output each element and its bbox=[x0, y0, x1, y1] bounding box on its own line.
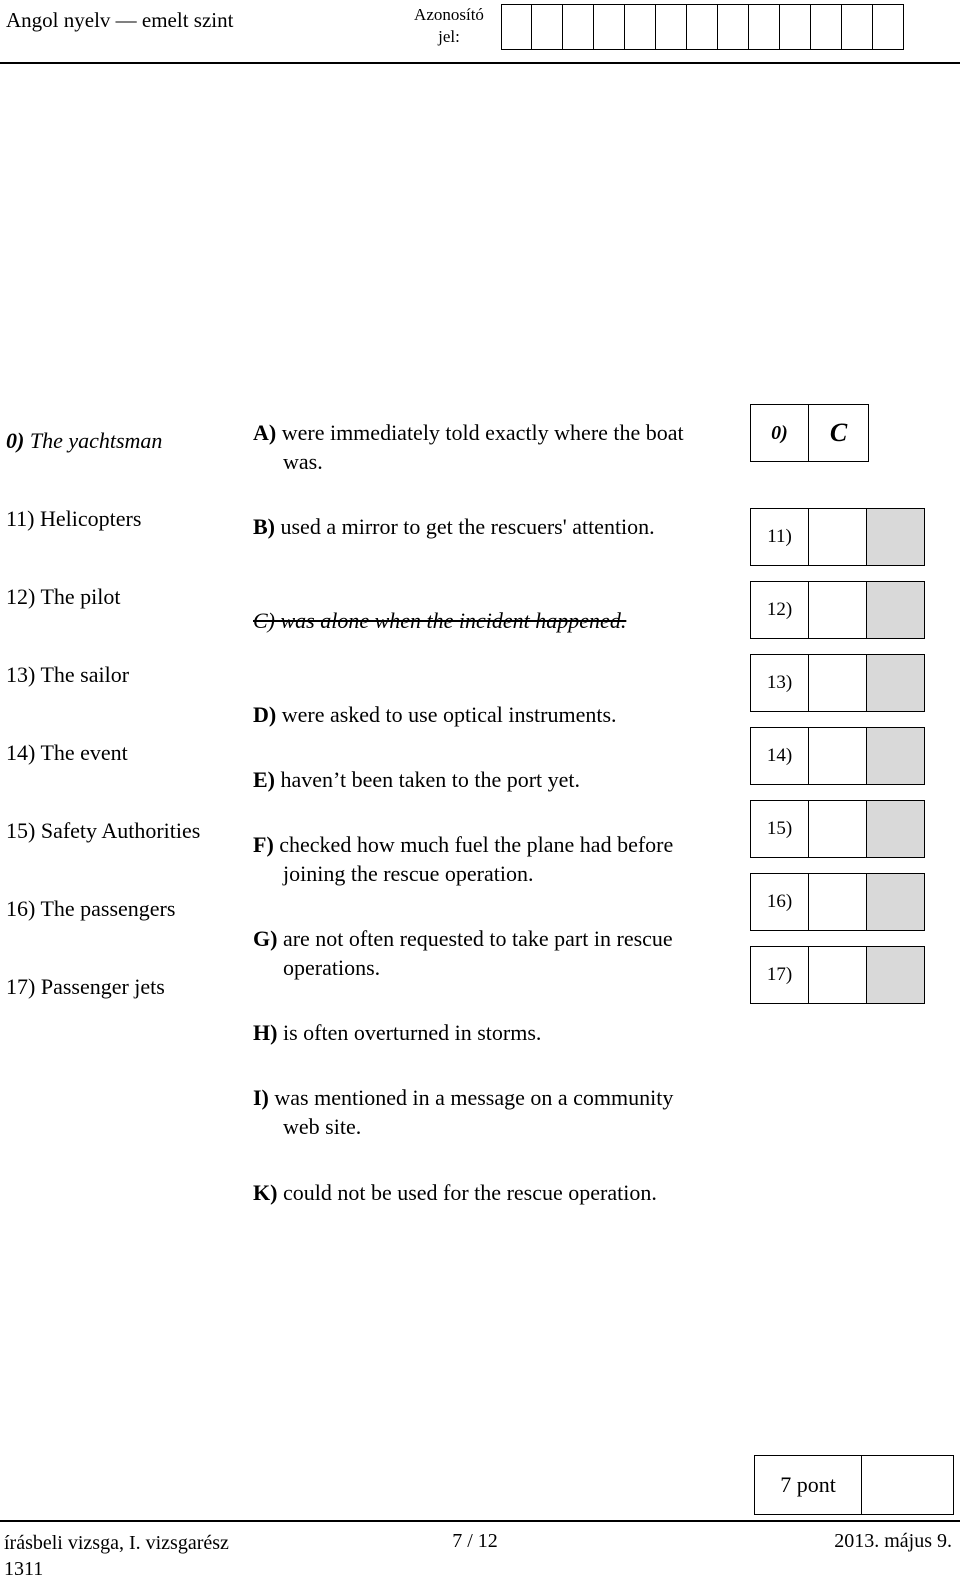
answer-box[interactable] bbox=[809, 508, 867, 566]
answer-example-num: 0) bbox=[750, 404, 809, 462]
option-g bbox=[253, 924, 693, 982]
option-text: were asked to use optical instruments. bbox=[281, 702, 617, 727]
subject-num: 16) bbox=[6, 896, 36, 921]
subject-num: 15) bbox=[6, 818, 36, 843]
option-letter: D) bbox=[253, 702, 277, 727]
option-text: checked how much fuel the plane had before joining the rescue operation. bbox=[279, 832, 674, 886]
subject-text: Helicopters bbox=[40, 506, 142, 531]
option-text: was alone when the incident happened. bbox=[280, 608, 627, 633]
subject-text: Passenger jets bbox=[40, 974, 165, 999]
option-letter: C) bbox=[253, 608, 275, 633]
option-i bbox=[253, 1083, 693, 1141]
option-d bbox=[253, 700, 693, 729]
id-digit-box[interactable] bbox=[873, 4, 904, 50]
subject-num: 11) bbox=[6, 506, 35, 531]
answer-num: 16) bbox=[750, 873, 809, 931]
points-score-cell[interactable] bbox=[862, 1455, 954, 1515]
option-letter: G) bbox=[253, 926, 278, 951]
subject-15 bbox=[6, 818, 200, 844]
answer-num: 12) bbox=[750, 581, 809, 639]
subject-text: The event bbox=[40, 740, 128, 765]
answer-box[interactable] bbox=[809, 581, 867, 639]
answer-box[interactable] bbox=[809, 946, 867, 1004]
subject-17 bbox=[6, 974, 165, 1000]
option-letter: F) bbox=[253, 832, 274, 857]
points-label: 7 pont bbox=[754, 1455, 862, 1515]
option-k bbox=[253, 1178, 693, 1207]
footer-exam-part: írásbeli vizsga, I. vizsgarész bbox=[4, 1532, 229, 1554]
id-digit-box[interactable] bbox=[842, 4, 873, 50]
answer-example-value: C bbox=[809, 404, 869, 462]
option-text: were immediately told exactly where the boat was. bbox=[281, 420, 684, 474]
score-box bbox=[867, 581, 925, 639]
id-label-line1: Azonosító bbox=[414, 5, 484, 24]
option-text: was mentioned in a message on a community web site. bbox=[274, 1085, 674, 1139]
option-b bbox=[253, 512, 693, 541]
answer-box[interactable] bbox=[809, 873, 867, 931]
id-digit-box[interactable] bbox=[687, 4, 718, 50]
option-a bbox=[253, 418, 693, 476]
answer-box[interactable] bbox=[809, 727, 867, 785]
score-box bbox=[867, 946, 925, 1004]
option-text: is often overturned in storms. bbox=[282, 1020, 542, 1045]
answer-row-11 bbox=[750, 508, 925, 566]
score-box bbox=[867, 727, 925, 785]
id-digit-box[interactable] bbox=[718, 4, 749, 50]
option-h bbox=[253, 1018, 693, 1047]
id-digit-box[interactable] bbox=[780, 4, 811, 50]
option-letter: B) bbox=[253, 514, 275, 539]
answer-row-17 bbox=[750, 946, 925, 1004]
footer-exam-info bbox=[4, 1530, 229, 1582]
score-box bbox=[867, 800, 925, 858]
id-digit-box[interactable] bbox=[625, 4, 656, 50]
answer-example-row bbox=[750, 404, 869, 462]
id-digit-box[interactable] bbox=[501, 4, 532, 50]
answer-box[interactable] bbox=[809, 654, 867, 712]
score-box bbox=[867, 873, 925, 931]
subject-num: 13) bbox=[6, 662, 36, 687]
subject-num: 0) bbox=[6, 428, 25, 453]
option-e bbox=[253, 765, 693, 794]
answer-row-16 bbox=[750, 873, 925, 931]
answer-row-14 bbox=[750, 727, 925, 785]
footer-date: 2013. május 9. bbox=[834, 1530, 952, 1552]
header-title: Angol nyelv — emelt szint bbox=[6, 8, 234, 32]
subject-14 bbox=[6, 740, 128, 766]
id-digit-box[interactable] bbox=[749, 4, 780, 50]
option-letter: K) bbox=[253, 1180, 278, 1205]
option-text: used a mirror to get the rescuers' attention. bbox=[280, 514, 655, 539]
option-letter: A) bbox=[253, 420, 277, 445]
option-c-example bbox=[253, 606, 693, 635]
score-box bbox=[867, 508, 925, 566]
answer-row-13 bbox=[750, 654, 925, 712]
subject-num: 12) bbox=[6, 584, 36, 609]
subject-text: The yachtsman bbox=[29, 428, 163, 453]
answer-num: 13) bbox=[750, 654, 809, 712]
option-text: haven’t been taken to the port yet. bbox=[280, 767, 581, 792]
option-letter: E) bbox=[253, 767, 275, 792]
option-letter: H) bbox=[253, 1020, 278, 1045]
footer-rule bbox=[0, 1520, 960, 1522]
id-digit-box[interactable] bbox=[656, 4, 687, 50]
subject-16 bbox=[6, 896, 175, 922]
points-box bbox=[754, 1455, 954, 1515]
id-label-line2: jel: bbox=[438, 27, 460, 46]
footer-page-number: 7 / 12 bbox=[452, 1530, 498, 1552]
score-box bbox=[867, 654, 925, 712]
answer-num: 15) bbox=[750, 800, 809, 858]
subject-num: 14) bbox=[6, 740, 36, 765]
subject-example bbox=[6, 428, 162, 454]
footer-exam-code: 1311 bbox=[4, 1558, 44, 1580]
subject-text: The sailor bbox=[40, 662, 130, 687]
subject-text: The pilot bbox=[40, 584, 121, 609]
subject-text: Safety Authorities bbox=[40, 818, 201, 843]
header-rule bbox=[0, 62, 960, 64]
option-text: could not be used for the rescue operation. bbox=[282, 1180, 657, 1205]
option-letter: I) bbox=[253, 1085, 269, 1110]
subject-11 bbox=[6, 506, 141, 532]
id-digit-box[interactable] bbox=[594, 4, 625, 50]
id-digit-box[interactable] bbox=[811, 4, 842, 50]
id-label bbox=[404, 4, 494, 48]
subject-num: 17) bbox=[6, 974, 36, 999]
id-digit-box[interactable] bbox=[563, 4, 594, 50]
answer-box[interactable] bbox=[809, 800, 867, 858]
answer-num: 14) bbox=[750, 727, 809, 785]
answer-num: 11) bbox=[750, 508, 809, 566]
answer-num: 17) bbox=[750, 946, 809, 1004]
subject-text: The passengers bbox=[40, 896, 176, 921]
subject-12 bbox=[6, 584, 120, 610]
id-digit-box[interactable] bbox=[532, 4, 563, 50]
subject-13 bbox=[6, 662, 129, 688]
option-f bbox=[253, 830, 693, 888]
option-text: are not often requested to take part in rescue operations. bbox=[282, 926, 673, 980]
answer-row-12 bbox=[750, 581, 925, 639]
id-boxes bbox=[501, 4, 904, 50]
answer-row-15 bbox=[750, 800, 925, 858]
